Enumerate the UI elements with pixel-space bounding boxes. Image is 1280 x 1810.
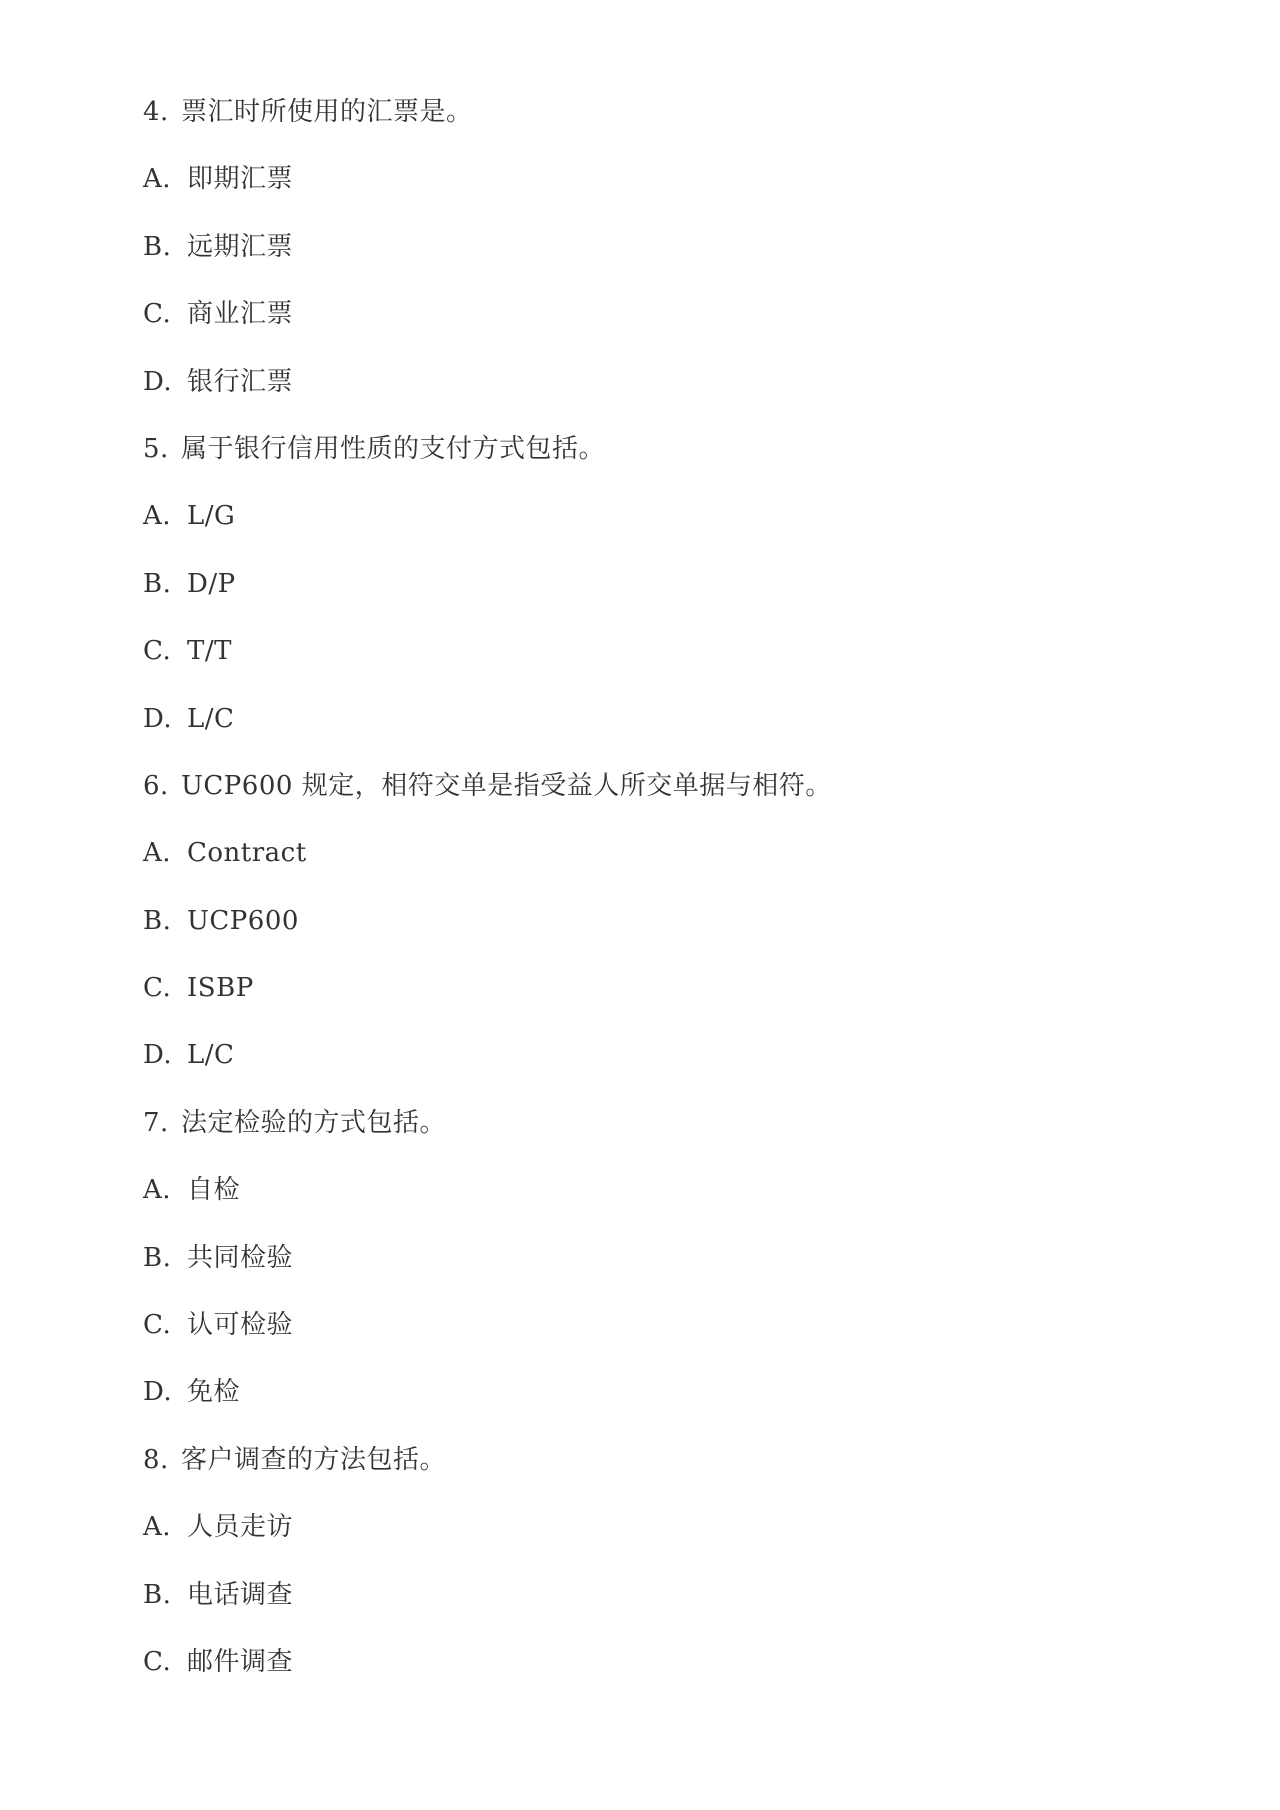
option-letter: C. [143,1310,172,1341]
question-5 [143,433,1143,500]
option-4b [143,231,1143,298]
option-7d [143,1376,1143,1443]
option-6d [143,1039,1143,1106]
option-text: 认可检验 [187,1310,294,1341]
option-letter: D. [143,366,173,397]
option-7b [143,1242,1143,1309]
option-text: 即期汇票 [187,164,294,195]
option-text: Contract [187,838,307,869]
option-8c [143,1646,1143,1713]
question-number: 7. [143,1107,169,1138]
question-4 [143,96,1143,163]
option-5b [143,568,1143,635]
option-letter: B. [143,568,172,599]
option-text: L/C [187,1040,235,1071]
option-letter: A. [143,501,172,532]
option-text: L/G [187,501,236,532]
question-text: UCP600 规定，相符交单是指受益人所交单据与相符。 [181,770,832,801]
option-text: UCP600 [187,905,299,936]
option-6c [143,972,1143,1039]
option-text: ISBP [187,973,254,1004]
question-text: 客户调查的方法包括。 [181,1444,447,1475]
option-letter: A. [143,164,172,195]
option-text: 邮件调查 [187,1646,294,1677]
option-letter: C. [143,299,172,330]
question-text: 票汇时所使用的汇票是。 [181,97,473,127]
question-number: 5. [143,433,169,464]
option-5c [143,635,1143,702]
option-letter: C. [143,1646,172,1677]
option-4a [143,163,1143,230]
option-text: 远期汇票 [187,231,294,262]
question-7 [143,1107,1143,1174]
option-text: 共同检验 [187,1242,294,1273]
option-letter: C. [143,636,172,667]
option-letter: B. [143,905,172,936]
option-text: 电话调查 [187,1579,294,1610]
option-8a [143,1511,1143,1578]
option-text: 商业汇票 [187,299,294,330]
option-5a [143,500,1143,567]
question-6 [143,770,1143,837]
option-letter: B. [143,231,172,262]
question-text: 属于银行信用性质的支付方式包括。 [181,433,606,464]
option-6b [143,905,1143,972]
option-letter: B. [143,1579,172,1610]
option-text: T/T [187,636,232,667]
option-letter: A. [143,838,172,869]
option-letter: D. [143,703,173,734]
option-7c [143,1309,1143,1376]
option-text: 银行汇票 [187,366,294,397]
option-7a [143,1174,1143,1241]
question-number: 4. [143,97,169,127]
option-text: 人员走访 [187,1512,294,1543]
option-8b [143,1579,1143,1646]
option-letter: A. [143,1175,172,1206]
question-8 [143,1444,1143,1511]
option-5d [143,703,1143,770]
question-list [143,96,1143,1713]
option-4c [143,298,1143,365]
option-letter: C. [143,973,172,1004]
option-text: 免检 [187,1377,241,1408]
question-number: 8. [143,1444,169,1475]
option-letter: A. [143,1512,172,1543]
option-letter: D. [143,1377,173,1408]
option-text: 自检 [187,1175,241,1206]
option-letter: B. [143,1242,172,1273]
option-6a [143,837,1143,904]
question-text: 法定检验的方式包括。 [181,1107,447,1138]
option-text: D/P [187,568,236,599]
question-number: 6. [143,770,169,801]
option-4d [143,366,1143,433]
option-letter: D. [143,1040,173,1071]
option-text: L/C [187,703,235,734]
